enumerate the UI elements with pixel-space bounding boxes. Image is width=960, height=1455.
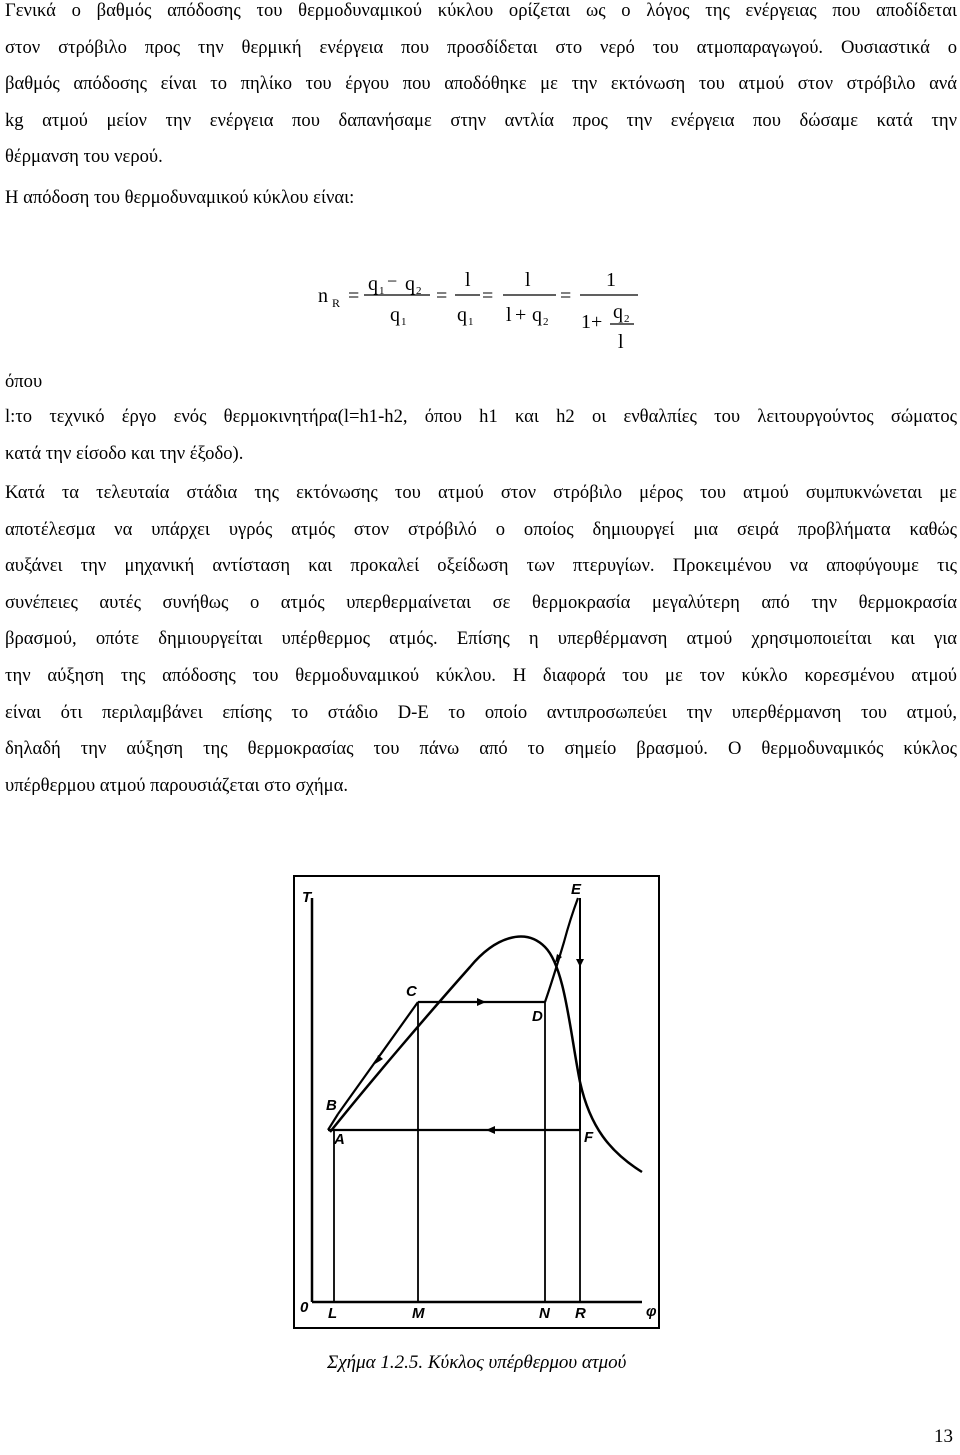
text-line: δηλαδή την αύξηση της θερμοκρασίας του πάνω από το σημείο βρασμού. Ο θερμοδυναμικός κύκλος [5,738,957,760]
x-axis-label: φ [646,1303,657,1320]
saturation-curve [330,937,642,1172]
formula-q: q [457,304,467,326]
text-line: βρασμού, οπότε δημιουργείται υπέρθερμος ατμός. Επίσης η υπερθέρμανση ατμού χρησιμοποιείται και για [5,628,957,650]
text-line: βαθμός απόδοσης είναι το πηλίκο του έργου που αποδόθηκε με την εκτόνωση του ατμού στον στρόβιλο ανά [5,73,957,95]
formula-one: 1 [606,269,616,291]
definition-paragraph [5,399,957,472]
axis-label-l: L [328,1305,338,1322]
main-paragraph [5,475,957,804]
ts-diagram [290,872,670,1334]
formula-minus: − [387,271,398,291]
point-label-e: E [571,881,582,898]
formula-sub: 2 [624,313,630,325]
point-label-f: F [584,1129,594,1146]
formula-sub: 1 [379,285,385,297]
formula-equals: = [560,285,572,307]
text-line: την αύξηση της απόδοσης του θερμοδυναμικού κύκλου. Η διαφορά του με τον κύκλο κορεσμένου ατμού [5,664,957,686]
efficiency-formula [310,262,670,358]
intro-paragraph [5,0,957,176]
text-line: όπου [5,371,43,392]
formula-l: l [525,269,531,291]
axis-label-n: N [539,1305,550,1322]
formula-one: 1 [581,311,591,333]
point-label-c: C [406,983,417,1000]
text-line: Κατά τα τελευταία στάδια της εκτόνωσης του ατμού στον στρόβιλο μέρος του ατμού συμπυκνώνεται με [5,482,957,503]
text-line: Γενικά ο βαθμός απόδοσης του θερμοδυναμικού κύκλου ορίζεται ως ο λόγος της ενέργειας που αποδίδεται [5,0,957,21]
formula-q: q [532,304,542,326]
formula-sub: 2 [543,316,549,328]
text-line: κατά την είσοδο και την έξοδο). [5,442,244,464]
figure-caption: Σχήμα 1.2.5. Κύκλος υπέρθερμου ατμού [327,1352,627,1373]
y-axis-label: T [302,889,312,906]
formula-sub: 2 [416,285,422,297]
axis-label-m: M [412,1305,425,1322]
axis-label-r: R [575,1305,586,1322]
formula-intro [5,180,957,217]
text-line: υπέρθερμου ατμού παρουσιάζεται στο σχήμα. [5,774,348,796]
diagram-frame [294,876,659,1328]
formula-plus: + [591,311,603,333]
point-label-d: D [532,1008,543,1025]
where-label [5,364,957,401]
formula-lhs-subscript: R [332,296,341,310]
page-number: 13 [934,1426,953,1447]
text-line: l:το τεχνικό έργο ενός θερμοκινητήρα(l=h1-h2, όπου h1 και h2 οι ενθαλπίες του λειτουργούντος σώματος [5,406,957,427]
formula-q: q [405,273,415,295]
formula-equals: = [482,285,494,307]
text-line: Η απόδοση του θερμοδυναμικού κύκλου είναι: [5,187,355,208]
text-line: αποτέλεσμα να υπάρχει υγρός ατμός στον στρόβιλό ο οποίος δημιουργεί μια σειρά προβλήματα καθώς [5,518,957,540]
text-line: αυξάνει την μηχανική αντίσταση και προκαλεί οξείδωση των πτερυγίων. Προκειμένου να αποφύγουμε τις [5,555,957,577]
formula-plus: + [515,304,527,326]
formula-equals: = [436,285,448,307]
formula-lhs: n [318,285,328,307]
text-line: είναι ότι περιλαμβάνει επίσης το στάδιο D-E το οποίο αντιπροσωπεύει την υπερθέρμανση του ατμού, [5,701,957,723]
arrow-fa [486,1126,495,1134]
formula-l: l [465,269,471,291]
formula-l: l [618,331,624,353]
formula-q: q [368,273,378,295]
formula-sub: 1 [468,316,474,328]
point-label-b: B [326,1097,337,1114]
text-line: στον στρόβιλο προς την θερμική ενέργεια που προσδίδεται στο νερό του ατμοπαραγωγού. Ουσιαστικά ο [5,36,957,58]
formula-sub: 1 [401,316,407,328]
arrow-cd [477,998,486,1006]
formula-q: q [613,301,623,323]
text-line: συνέπειες αυτές συνήθως ο ατμός υπερθερμαίνεται σε θερμοκρασία μεγαλύτερη από την θερμοκρασία [5,591,957,613]
text-line: θέρμανση του νερού. [5,146,163,168]
formula-q: q [390,304,400,326]
arrow-ef [576,959,584,967]
text-line: kg ατμού μείον την ενέργεια που δαπανήσαμε στην αντλία προς την ενέργεια που δώσαμε κατά την [5,109,957,131]
origin-label: 0 [300,1299,309,1316]
point-label-a: A [334,1131,345,1148]
formula-equals: = [348,285,360,307]
formula-l: l [506,304,512,326]
